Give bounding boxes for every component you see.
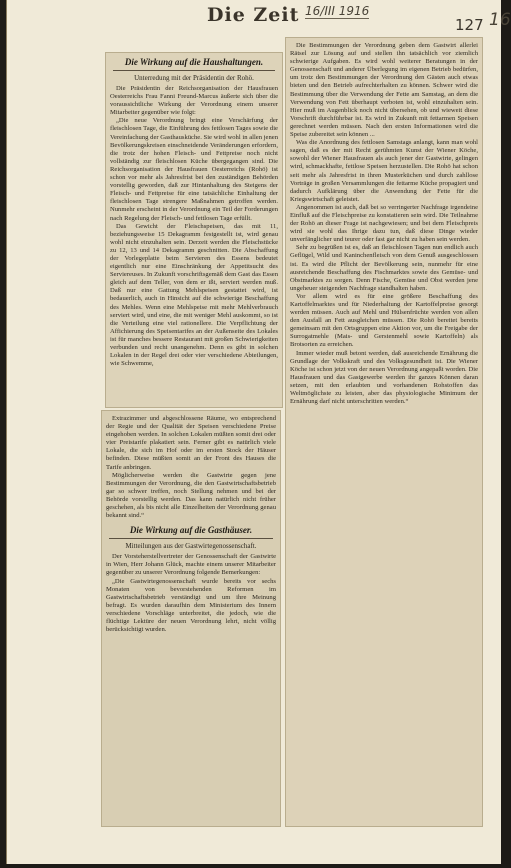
paragraph: „Die Gastwirtegenossenschaft wurde bereits vor sechs Monaten von bevorstehenden Reformen im Gastwirtschaftsbetrieb verständigt und um ihre Meinung befragt. Es wurden daraufhin dem Ministerium des Innern verschiedene Vorschläge unterbreitet, die jedoch, wie die flüchtige Lektüre der neuen Verordnung lehrt, nicht völlig berücksichtigt wurden. [106, 577, 276, 634]
clipping-right [285, 37, 483, 827]
clipping-left-top [105, 52, 283, 408]
paragraph: Was die Anordnung des fettlosen Samstags anlangt, kann man wohl sagen, daß es der mit Recht gerühmten Kunst der Wiener Köche, sowohl der Wiener Hausfrauen als auch jener der Gastwirte, gelingen wird, schmackhafte, fettlose Speisen herzustellen. Die Rohö hat schon seit mehr als Jahresfrist in ihren Musterküchen und durch zahllose Vorträge in großen Versammlungen die fettarme Küche propagiert und dadurch Aufklärung über die Anwendung der Fette für die Kriegswirtschaft geleistet. [290, 139, 478, 203]
paragraph: Die Präsidentin der Reichsorganisation der Hausfrauen Oesterreichs Frau Fanni Freund-Marcus äußerte sich über die voraussichtliche Wirkung der Verordnung einem unserer Mitarbeiter gegenüber wie folgt: [110, 85, 278, 117]
article-subhead: Unterredung mit der Präsidentin der Rohö. [134, 74, 254, 82]
divider [113, 70, 275, 71]
article-body [106, 553, 276, 634]
newspaper-masthead: Die Zeit [207, 4, 300, 26]
article-headline: Die Wirkung auf die Haushaltungen. [124, 57, 264, 67]
article-body [290, 42, 478, 406]
article-headline: Die Wirkung auf die Gasthäuser. [129, 525, 253, 536]
paragraph: Immer wieder muß betont werden, daß ausreichende Ernährung die Grundlage der Volkskraft und des Volksgesundheit ist. Die Wiener Köche ist schon jetzt von der neuen Verordnung angepaßt worden. Die Hausfrauen und das Gastgewerbe werden ihr ganzes Können daran setzen, mit den erlaubten und vorhandenen Rohstoffen das Weltmöglichste zu leisten, aber das physiologische Minimum der Ernährung darf nicht unterschritten werden.“ [290, 349, 478, 406]
clipping-left-bottom [101, 410, 281, 827]
page-number: 127 [455, 16, 484, 34]
paragraph: Extrazimmer und abgeschlossene Räume, wo entsprechend der Regie und der Qualität der Speisen verschiedene Preise eingehoben werden. In solchen Lokalen müßten somit drei oder vier Preistarife plakatiert sein. Ferner gibt es natürlich viele Lokale, die sich im Hof oder im ersten Stock der Häuser befinden. Diese müßten somit an der Front des Hauses die Tarife anbringen. [106, 415, 276, 471]
paragraph: „Die neue Verordnung bringt eine Verschärfung der fleischlosen Tage, die Einführung des fettlosen Tages sowie die Vereinfachung der Gasthausküche. Sie wird wohl in allen jenen Bevölkerungskreisen einschneidende Veränderungen erfordern, die trotz der hohen Fleisch- und Fettpreise noch nicht vollständig zur fleischlosen Küche übergegangen sind. Die Reichsorganisation der Hausfrauen Oesterreichs (Rohö) ist schon vor mehr als Jahresfrist bei den zuständigen Behörden vorstellig geworden, daß zur Hintanhaltung des Steigens der Fleisch- und Fettpreise für eine tatsächliche Einhaltung der fleischlosen Tage strengere Maßnahmen getroffen werden. Nunmehr erscheint in der Verordnung ein Teil der Forderungen nach Regelung der Fleisch- und fettlosen Tage erfüllt. [110, 117, 278, 222]
divider [109, 538, 273, 539]
archive-sheet [6, 0, 511, 864]
paragraph: Sehr zu begrüßen ist es, daß an fleischlosen Tagen nun endlich auch Geflügel, Wild und Kaninchenfleisch von dem Genuß ausgeschlossen ist. Es wird die Pflicht der Bevölkerung sein, nunmehr für eine ausreichende Beschaffung des Fischmarktes sowie des Gemüse- und Obstmarktes zu sorgen. Denn Fische, Gemüse und Obst werden jene ungeheuer steigenden Nachfrage standhalten haben. [290, 244, 478, 292]
paragraph: Möglicherweise werden die Gastwirte gegen jene Bestimmungen der Verordnung, die den Gastwirtschaftsbetrieb gar so schwer treffen, noch Stellung nehmen und bei der Behörde vorstellig werden. Das kann natürlich nicht früher geschehen, als bis nicht alle Einzelheiten der Verordnung genau bekannt sind.“ [106, 471, 276, 520]
paragraph: Angenommen ist auch, daß bei so verringerter Nachfrage irgendeine Einfluß auf die Fleischpreise zu konstatieren sein wird. Die Teilnahme der Rohö an dieser Frage ist nachgewiesen; und bei dem Fleischpreis wird sie wohl das Ihrige dazu tun, daß diese Dinge wieder unverfänglicher und teurer oder fast gar nicht zu haben sein werden. [290, 203, 478, 244]
paragraph: Der Vorsteherstellvertreter der Genossenschaft der Gastwirte in Wien, Herr Johann Glück, machte einem unserer Mitarbeiter gegenüber zu unserer Verordnung folgende Bemerkungen: [106, 553, 276, 577]
handwritten-date: 16/III 1916 [305, 4, 370, 18]
article-body [110, 85, 278, 368]
paragraph: Die Bestimmungen der Verordnung geben dem Gastwirt allerlei Rätsel zur Lösung auf und stellen ihn tatsächlich vor ziemlich schwierige Aufgaben. Es wird wohl weiterer Beratungen in der Genossenschaft und anderer Überlegung im eigenen Betrieb bedürfen, um trotz den Bestimmungen der Verordnung den Gästen auch etwas bieten und den Betrieb aufrechterhalten zu können. Schwer wird die Bestimmung über die Verwendung der Fette am Samstag, an dem die Verwendung von Fett überhaupt verboten ist, wohl einzuhalten sein. Hier muß im Augenblick noch nicht übersehen, ob und wieweit diese Vorschrift durchführbar ist. Es wird in Zukunft mit fettarmen Speisen gerechnet werden müssen. Nach den ersten Informationen wird die Speise zubereitet sein können ... [290, 42, 478, 139]
article-body [106, 415, 276, 520]
folio-mark: 16 [489, 10, 511, 30]
paragraph: Vor allem wird es für eine größere Beschaffung des Kartoffelmarktes und für Niederhaltung der Kartoffelpreise gesorgt werden müssen. Auch auf Mehl und Hülsenfrüchte werden von allen den Ausfall an Fett ausgleichen müssen. Die Rohö bereitet bereits gemeinsam mit den Ortsgruppen eine Aktion vor, um die Freigabe der Surrogatmehle (Mais- und Gerstenmehl sowie Kartoffeln) als Brotsorten zu erreichen. [290, 292, 478, 349]
article-subhead: Mitteilungen aus der Gastwirtegenossenschaft. [125, 542, 257, 551]
paragraph: Das Gewicht der Fleischspeisen, das mit 11, beziehungsweise 15 Dekagramm festgestellt ist, wird genau wohl nicht einzuhalten sein. Derzeit werden die Fleischstücke zu 12, 13 und 14 Dekagramm geschnitten. Die Abschaffung der Vorlegeplatte beim Servieren des Essens bedeutet eigentlich nur eine Einschränkung der Appetitsucht des Serviereuses. In Zukunft vorschriftsgemäß dem Gast das Essen gleich auf dem Teller, von dem er ißt, serviert werden muß. Daß nur eine Gattung Mehlspeisen gestattet wird, ist bedauerlich, auch in Hinsicht auf die schwierige Beschaffung des Mehles. Wenn eine Mehlspeise mit mehr Mehlverbrauch serviert wird, und eine, die mit weniger Mehl auskommt, so ist die Verteilung eine viel rationellere. Die Verpflichtung der Affichierung des Speisentarifes an der Außenseite des Lokales ist für manches bessere Restaurant mit großen Schwierigkeiten verbunden und recht unangenehm. Denn es gibt in solchen Lokalen in der Regel drei oder vier verschiedene Abteilungen, wie Schwemme, [110, 222, 278, 368]
